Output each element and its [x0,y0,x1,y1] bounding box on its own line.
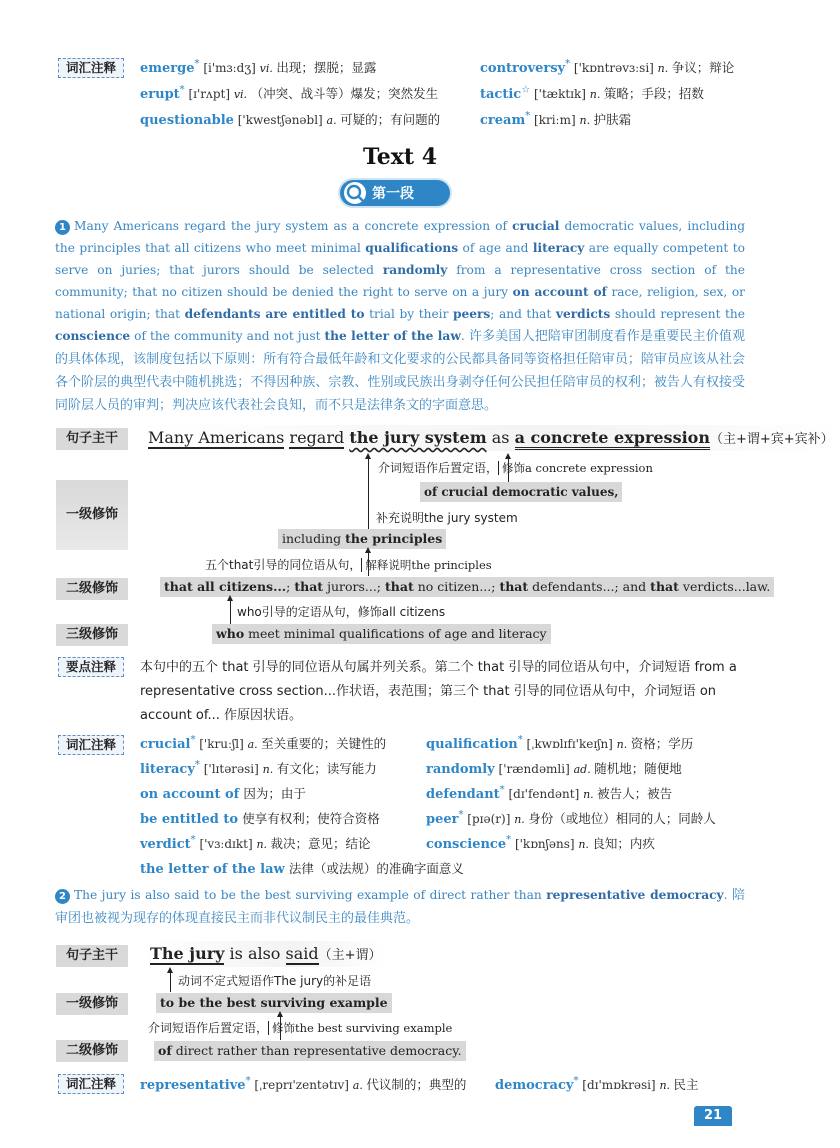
label-stem-2: 句子主干 [56,945,128,967]
label-level2: 二级修饰 [56,578,128,600]
highlight-including: including the principles [278,529,446,549]
keypoint-tag: 要点注释 [58,657,124,677]
vocab-entry: conscience* ['kɒnʃəns] n. 良知；内疚 [426,834,655,852]
arrow-5 [170,972,171,992]
paragraph-number: 1 [55,220,70,235]
label-level1: 一级修饰 [56,480,128,550]
vocab-entry: peer* [pɪə(r)] n. 身份（或地位）相同的人；同龄人 [426,809,716,827]
vocab-entry: cream* [kriːm] n. 护肤霜 [480,110,632,128]
page-number: 21 [694,1106,732,1126]
vocab-entry: emerge* [i'mɜːdʒ] vi. 出现；摆脱；显露 [140,58,377,76]
sentence-stem-2: The jury is also said（主+谓） [144,941,388,967]
vocab-tag-bottom: 词汇注释 [58,1074,124,1094]
vocab-entry: questionable ['kwestʃənəbl] a. 可疑的；有问题的 [140,112,441,128]
search-icon [344,182,366,204]
sentence-stem: Many Americans regard the jury system as a concrete expression（主+谓+宾+宾补） [142,425,840,451]
note-2: 补充说明the jury system [376,511,518,525]
highlight-of-direct: of direct rather than representative democracy. [154,1041,466,1061]
page-title: Text 4 [362,144,438,170]
highlight-who-clause: who meet minimal qualifications of age and literacy [212,624,551,644]
vocab-entry: the letter of the law 法律（或法规）的准确字面意义 [140,861,464,877]
vocab-tag: 词汇注释 [58,58,124,78]
arrow-4 [230,600,231,624]
vocab-entry: be entitled to 使享有权利；使符合资格 [140,811,380,827]
label-stem: 句子主干 [56,428,128,450]
keypoint-text: 本句中的五个 that 引导的同位语从句属并列关系。第二个 that 引导的同位语从句中，介词短语 from a representative cross section...作状语，表范围；第三个 that 引导的同位语从句中，介词短语 on account of... 作原因状语。 [140,660,737,723]
highlight-of-crucial: of crucial democratic values, [420,482,622,502]
note-5: 动词不定式短语作The jury的补足语 [178,974,372,988]
highlight-that-clauses: that all citizens...; that jurors...; that no citizen...; that defendants...; and that verdicts...law. [160,577,774,597]
label-level2-2: 二级修饰 [56,1040,128,1062]
highlight-to-be: to be the best surviving example [156,993,392,1013]
vocab-entry: democracy* [dɪ'mɒkrəsi] n. 民主 [495,1075,699,1093]
vocab-entry: controversy* ['kɒntrəvɜːsi] n. 争议；辩论 [480,58,735,76]
section-pill [340,180,450,206]
vocab-entry: qualification* [ˌkwɒlɪfɪ'keɪʃn] n. 资格；学历 [426,734,694,752]
label-level3: 三级修饰 [56,624,128,646]
vocab-tag-mid: 词汇注释 [58,735,124,755]
paragraph-2: 2 The jury is also said to be the best surviving example of direct rather than representative democracy. 陪审团也被视为现存的体现直接民主而非代议制民主的最佳典范。 [55,888,745,926]
section-pill-label: 第一段 [372,186,414,202]
vocab-entry: randomly ['rændəmli] ad. 随机地；随便地 [426,761,682,777]
paragraph-number: 2 [55,889,70,904]
vocab-entry: literacy* ['lɪtərəsi] n. 有文化；读写能力 [140,759,377,777]
vocab-entry: on account of 因为；由于 [140,786,306,802]
note-3: 五个that引导的同位语从句， 解释说明the principles [205,558,492,572]
vocab-entry: verdict* ['vɜːdɪkt] n. 裁决；意见；结论 [140,834,371,852]
vocab-entry: tactic☆ ['tæktɪk] n. 策略；手段；招数 [480,84,704,102]
note-1: 介词短语作后置定语， 修饰a concrete expression [378,461,653,475]
note-6: 介词短语作后置定语， 修饰the best surviving example [148,1021,453,1035]
note-4: who引导的定语从句，修饰all citizens [237,605,446,619]
vocab-entry: defendant* [dɪ'fendənt] n. 被告人；被告 [426,784,673,802]
arrow-2 [368,458,369,530]
paragraph-1: 1 Many Americans regard the jury system as a concrete expression of crucial democratic values, including the principles that all citizens who meet minimal qualifications of age and literacy are equally competent to serve on juries; that jurors should be selected randomly from a representative cross section of the community; that no citizen should be denied the right to serve on a jury on account of race, religion, sex, or national origin; that defendants are entitled to trial by their peers; and that verdicts should represent the conscience of the community and not just the letter of the law. 许多美国人把陪审团制度看作是重要民主价值观的具体体现，该制度包括以下原则：所有符合最低年龄和文化要求的公民都具备同等资格担任陪审员；陪审员应该从社会各个阶层的典型代表中随机挑选；不得因种族、宗教、性别或民族出身剥夺任何公民担任陪审员的权利；被告人有权接受同阶层人员的审判；判决应该代表社会良知，而不只是法律条文的字面意思。 [55,219,745,413]
vocab-entry: erupt* [ɪ'rʌpt] vi. （冲突、战斗等）爆发；突然发生 [140,84,439,102]
vocab-entry: crucial* ['kruːʃl] a. 至关重要的；关键性的 [140,734,387,752]
vocab-entry: representative* [ˌreprɪ'zentətɪv] a. 代议制的；典型的 [140,1075,467,1093]
label-level1-2: 一级修饰 [56,993,128,1015]
